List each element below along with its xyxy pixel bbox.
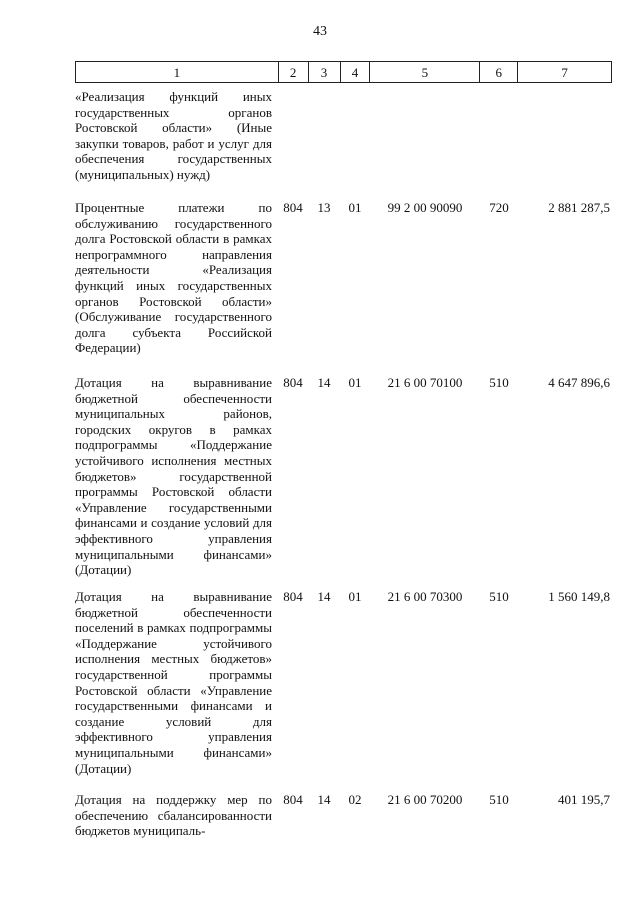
target-article-code: 21 6 00 70300 <box>387 589 463 604</box>
row-description: Дотация на выравнивание бюджетной обеспеченности муниципальных районов, городских округов в рамках подпрограммы «Поддержание устойчивого исполнения местных бюджетов» государственной программы Ростовской области «Управление государственными финансами и создание условий для эффективного управления муниципальными финансами» (Дотации) <box>75 375 272 578</box>
expense-type-code: 720 <box>489 200 509 215</box>
row-description: Дотация на выравнивание бюджетной обеспеченности поселений в рамках подпрограммы «Поддержание устойчивого исполнения местных бюджетов» государственной программы Ростовской области «Управление государственными финансами и создание условий для эффективного управления муниципальными финансами» (Дотации) <box>75 589 272 776</box>
header-col-7: 7 <box>518 62 612 82</box>
ministry-code: 804 <box>283 375 303 390</box>
header-col-4: 4 <box>341 62 371 82</box>
header-col-6: 6 <box>480 62 518 82</box>
section-code: 14 <box>317 375 331 390</box>
ministry-code: 804 <box>283 200 303 215</box>
section-code: 13 <box>317 200 331 215</box>
table-row <box>75 792 612 842</box>
section-code: 14 <box>317 589 331 604</box>
amount: 401 195,7 <box>558 792 610 807</box>
table-row <box>75 375 612 589</box>
expense-type-code: 510 <box>489 792 509 807</box>
row-description: «Реализация функций иных государственных органов Ростовской области» (Иные закупки товаров, работ и услуг для обеспечения государственных (муниципальных) нужд) <box>75 89 272 182</box>
header-col-2: 2 <box>279 62 309 82</box>
amount: 2 881 287,5 <box>548 200 610 215</box>
amount: 4 647 896,6 <box>548 375 610 390</box>
header-col-3: 3 <box>309 62 341 82</box>
expense-type-code: 510 <box>489 589 509 604</box>
amount: 1 560 149,8 <box>548 589 610 604</box>
table-row <box>75 89 612 200</box>
subsection-code: 01 <box>348 200 362 215</box>
header-col-5: 5 <box>370 62 480 82</box>
target-article-code: 21 6 00 70100 <box>387 375 463 390</box>
subsection-code: 01 <box>348 375 362 390</box>
target-article-code: 99 2 00 90090 <box>387 200 463 215</box>
subsection-code: 01 <box>348 589 362 604</box>
subsection-code: 02 <box>348 792 362 807</box>
ministry-code: 804 <box>283 589 303 604</box>
ministry-code: 804 <box>283 792 303 807</box>
row-description: Дотация на поддержку мер по обеспечению сбалансированности бюджетов муниципаль- <box>75 792 272 839</box>
table-row <box>75 589 612 792</box>
table-body <box>75 89 612 842</box>
table-header <box>75 61 612 83</box>
page-number: 43 <box>313 24 327 39</box>
target-article-code: 21 6 00 70200 <box>387 792 463 807</box>
header-col-1: 1 <box>76 62 279 82</box>
row-description: Процентные платежи по обслуживанию государственного долга Ростовской области в рамках непрограммного направления деятельности «Реализация функций иных государственных органов Ростовской области» (Обслуживание государственного долга субъекта Российской Федерации) <box>75 200 272 356</box>
table-row <box>75 200 612 375</box>
section-code: 14 <box>317 792 331 807</box>
expense-type-code: 510 <box>489 375 509 390</box>
